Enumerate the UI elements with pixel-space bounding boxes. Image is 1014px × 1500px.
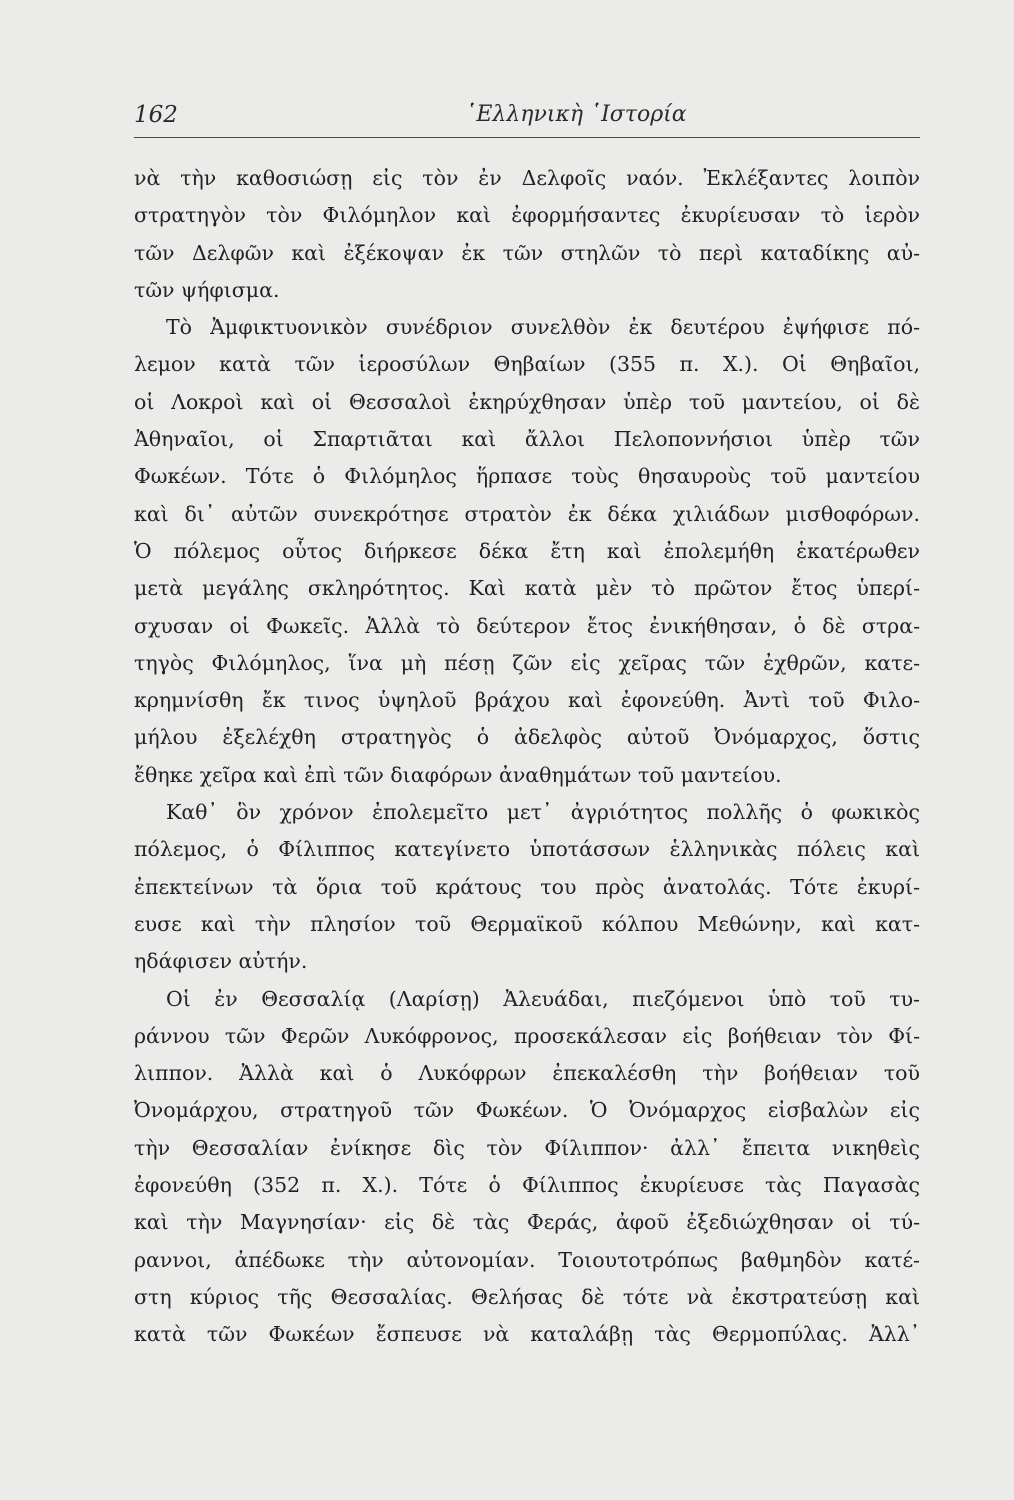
text-line: κρημνίσθη ἔκ τινος ὑψηλοῦ βράχου καὶ ἐφονεύθη. Ἀντὶ τοῦ Φιλο-: [134, 688, 920, 713]
text-line: στρατηγὸν τὸν Φιλόμηλον καὶ ἐφορμήσαντες ἐκυρίευσαν τὸ ἱερὸν: [134, 203, 920, 228]
text-line: ηδάφισεν αὐτήν.: [134, 949, 308, 974]
text-line: ἐφονεύθη (352 π. Χ.). Τότε ὁ Φίλιππος ἐκυρίευσε τὰς Παγασὰς: [134, 1173, 920, 1198]
body-text: [134, 160, 920, 1354]
text-line: ράννου τῶν Φερῶν Λυκόφρονος, προσεκάλεσαν εἰς βοήθειαν τὸν Φί-: [134, 1023, 920, 1048]
text-line: στη κύριος τῆς Θεσσαλίας. Θελήσας δὲ τότε νὰ ἐκστρατεύσῃ καὶ: [134, 1284, 920, 1309]
text-line: οἱ Λοκροὶ καὶ οἱ Θεσσαλοὶ ἐκηρύχθησαν ὑπὲρ τοῦ μαντείου, οἱ δὲ: [134, 389, 920, 414]
text-line: τῶν ψήφισμα.: [134, 277, 280, 302]
text-line: πόλεμος, ὁ Φίλιππος κατεγίνετο ὑποτάσσων ἑλληνικὰς πόλεις καὶ: [134, 837, 920, 862]
text-line: νὰ τὴν καθοσιώσῃ εἰς τὸν ἐν Δελφοῖς ναόν. Ἐκλέξαντες λοιπὸν: [134, 166, 920, 190]
text-line: σχυσαν οἱ Φωκεῖς. Ἀλλὰ τὸ δεύτερον ἔτος ἐνικήθησαν, ὁ δὲ στρα-: [134, 613, 920, 638]
page-header: [134, 100, 920, 136]
text-line: λεμον κατὰ τῶν ἱεροσύλων Θηβαίων (355 π. Χ.). Οἱ Θηβαῖοι,: [134, 352, 920, 377]
text-line: Τὸ Ἀμφικτυονικὸν συνέδριον συνελθὸν ἐκ δευτέρου ἐψήφισε πό-: [166, 315, 920, 340]
text-line: ἔθηκε χεῖρα καὶ ἐπὶ τῶν διαφόρων ἀναθημάτων τοῦ μαντείου.: [134, 762, 782, 787]
text-line: ευσε καὶ τὴν πλησίον τοῦ Θερμαϊκοῦ κόλπου Μεθώνην, καὶ κατ-: [134, 911, 920, 936]
text-line: τῶν Δελφῶν καὶ ἐξέκοψαν ἐκ τῶν στηλῶν τὸ περὶ καταδίκης αὐ-: [134, 240, 920, 265]
text-line: Ἀθηναῖοι, οἱ Σπαρτιᾶται καὶ ἄλλοι Πελοποννήσιοι ὑπὲρ τῶν: [134, 427, 920, 452]
text-line: Καθ᾽ ὃν χρόνον ἐπολεμεῖτο μετ᾽ ἀγριότητος πολλῆς ὁ φωκικὸς: [166, 800, 920, 825]
text-line: λιππον. Ἀλλὰ καὶ ὁ Λυκόφρων ἐπεκαλέσθη τὴν βοήθειαν τοῦ: [134, 1061, 920, 1086]
text-line: Οἱ ἐν Θεσσαλίᾳ (Λαρίσῃ) Ἀλευάδαι, πιεζόμενοι ὑπὸ τοῦ τυ-: [166, 986, 920, 1011]
text-line: κατὰ τῶν Φωκέων ἔσπευσε νὰ καταλάβῃ τὰς Θερμοπύλας. Ἀλλ᾽: [134, 1322, 920, 1347]
text-line: μετὰ μεγάλης σκληρότητος. Καὶ κατὰ μὲν τὸ πρῶτον ἔτος ὑπερί-: [134, 576, 920, 601]
text-line: Ὁ πόλεμος οὗτος διήρκεσε δέκα ἔτη καὶ ἐπολεμήθη ἑκατέρωθεν: [134, 538, 920, 563]
page-number: 162: [134, 102, 178, 128]
text-line: Ὀνομάρχου, στρατηγοῦ τῶν Φωκέων. Ὁ Ὀνόμαρχος εἰσβαλὼν εἰς: [134, 1098, 920, 1123]
running-title: ῾Ελληνικὴ ῾Ιστορία: [465, 102, 687, 127]
text-line: μήλου ἐξελέχθη στρατηγὸς ὁ ἀδελφὸς αὐτοῦ Ὀνόμαρχος, ὅστις: [134, 725, 920, 750]
text-line: Φωκέων. Τότε ὁ Φιλόμηλος ἥρπασε τοὺς θησαυροὺς τοῦ μαντείου: [134, 464, 920, 489]
text-line: καὶ τὴν Μαγνησίαν· εἰς δὲ τὰς Φεράς, ἀφοῦ ἐξεδιώχθησαν οἱ τύ-: [134, 1210, 920, 1235]
text-line: ραννοι, ἀπέδωκε τὴν αὐτονομίαν. Τοιουτοτρόπως βαθμηδὸν κατέ-: [134, 1247, 920, 1272]
header-rule: [134, 137, 920, 138]
text-line: τηγὸς Φιλόμηλος, ἵνα μὴ πέσῃ ζῶν εἰς χεῖρας τῶν ἐχθρῶν, κατε-: [134, 650, 920, 675]
text-line: τὴν Θεσσαλίαν ἐνίκησε δὶς τὸν Φίλιππον· ἀλλ᾽ ἔπειτα νικηθεὶς: [134, 1135, 920, 1160]
text-line: καὶ δι᾽ αὐτῶν συνεκρότησε στρατὸν ἐκ δέκα χιλιάδων μισθοφόρων.: [134, 501, 920, 526]
text-line: ἐπεκτείνων τὰ ὅρια τοῦ κράτους του πρὸς ἀνατολάς. Τότε ἐκυρί-: [134, 874, 920, 899]
